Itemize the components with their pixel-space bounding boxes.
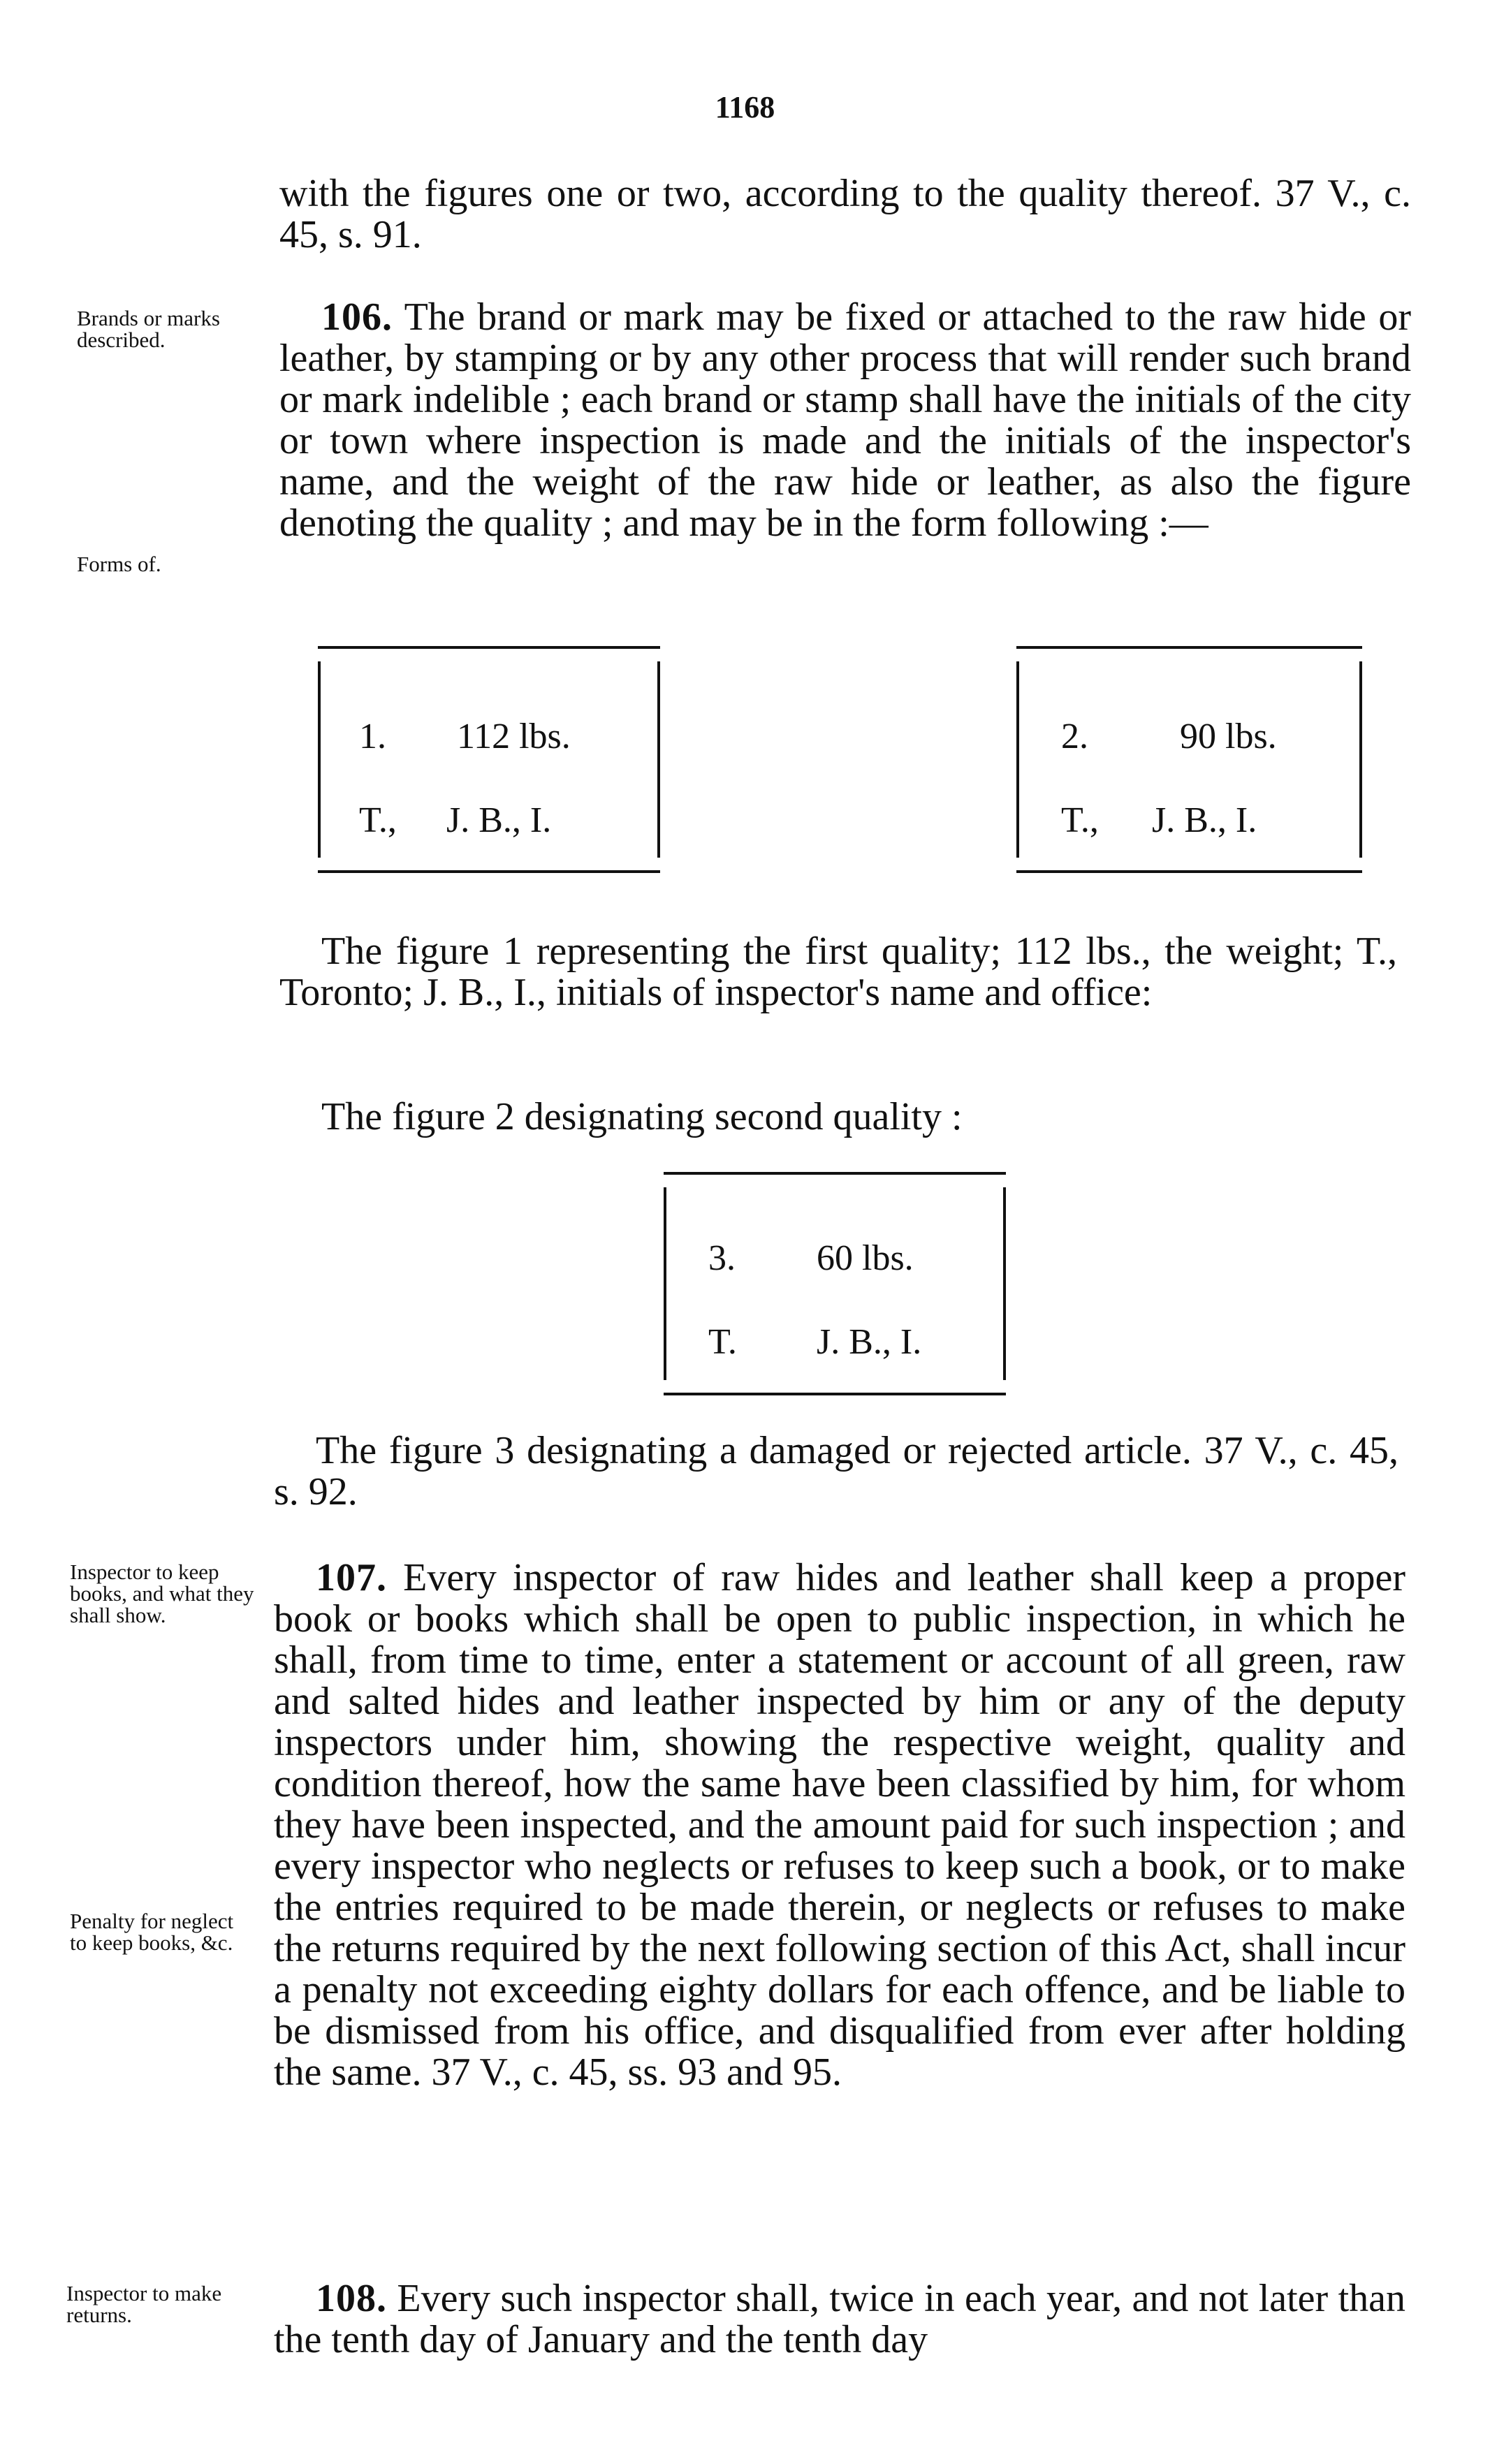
- margin-note-penalty: Penalty for neglect to keep books, &c.: [70, 1909, 234, 1955]
- brand-1-quality: 1.: [359, 717, 386, 756]
- explanation-figure-3: The figure 3 designating a damaged or rejected article. 37 V., c. 45, s. 92.: [274, 1429, 1398, 1513]
- section-number-106: 106.: [321, 295, 393, 339]
- margin-note-books: Inspector to keep books, and what they shall show.: [70, 1560, 254, 1627]
- brand-stamp-2: [1016, 646, 1362, 873]
- brand-2-city: T.,: [1061, 800, 1099, 840]
- brand-stamp-1: [318, 646, 660, 873]
- brand-stamp-2-frame: [1016, 661, 1362, 858]
- margin-note-forms: Forms of.: [77, 552, 161, 576]
- brand-1-weight: 112 lbs.: [457, 717, 571, 756]
- brand-2-inspector: J. B., I.: [1152, 800, 1257, 840]
- brand-stamp-3-frame: [664, 1187, 1006, 1380]
- brand-1-city: T.,: [359, 800, 397, 840]
- brand-2-weight: 90 lbs.: [1180, 717, 1277, 756]
- brand-3-quality: 3.: [708, 1238, 736, 1278]
- continuation-paragraph: with the figures one or two, according to the quality thereof. 37 V., c. 45, s. 91.: [279, 172, 1411, 256]
- explanation-figure-2: The figure 2 designating second quality :: [321, 1095, 963, 1138]
- brand-3-inspector: J. B., I.: [817, 1322, 922, 1362]
- section-106-text: The brand or mark may be fixed or attached to the raw hide or leather, by stamping or by any other process that will render such brand or mark indelible ; each brand or stamp shall have the initials of the city or town where inspection is made and the initials of the inspector's name, and the weight of the raw hide or leather, as also the figure denoting the quality ; and may be in the form following :—: [279, 295, 1411, 545]
- section-number-108: 108.: [316, 2277, 387, 2320]
- brand-1-inspector: J. B., I.: [446, 800, 552, 840]
- explanation-figure-1: The figure 1 representing the first quality; 112 lbs., the weight; T., Toronto; J. B., I., initials of inspector's name and office:: [279, 930, 1397, 1014]
- brand-3-weight: 60 lbs.: [817, 1238, 914, 1278]
- page-number: 1168: [715, 90, 775, 124]
- brand-stamp-1-frame: [318, 661, 660, 858]
- section-number-107: 107.: [316, 1556, 387, 1599]
- section-106: [279, 297, 1411, 544]
- brand-stamp-3: [664, 1172, 1006, 1395]
- brand-3-city: T.: [708, 1322, 737, 1362]
- section-108-text: Every such inspector shall, twice in each year, and not later than the tenth day of January and the tenth day: [274, 2277, 1405, 2361]
- section-108: [274, 2278, 1405, 2361]
- margin-note-returns: Inspector to make returns.: [66, 2281, 222, 2327]
- section-107-text: Every inspector of raw hides and leather shall keep a proper book or books which shall be open to public inspection, in which he shall, from time to time, enter a statement or account of all green, raw and salted hides and leather inspected by him or any of the deputy inspectors under him, showing the respective weight, quality and condition thereof, how the same have been classified by him, for whom they have been inspected, and the amount paid for such inspection ; and every inspector who neglects or refuses to keep such a book, or to make the entries required to be made therein, or neglects or refuses to make the returns required by the next following section of this Act, shall incur a penalty not exceeding eighty dollars for each offence, and be liable to be dismissed from his office, and disqualified from ever after holding the same. 37 V., c. 45, ss. 93 and 95.: [274, 1556, 1405, 2094]
- margin-note-brands: Brands or marks described.: [77, 306, 220, 352]
- section-107: [274, 1557, 1405, 2093]
- brand-2-quality: 2.: [1061, 717, 1088, 756]
